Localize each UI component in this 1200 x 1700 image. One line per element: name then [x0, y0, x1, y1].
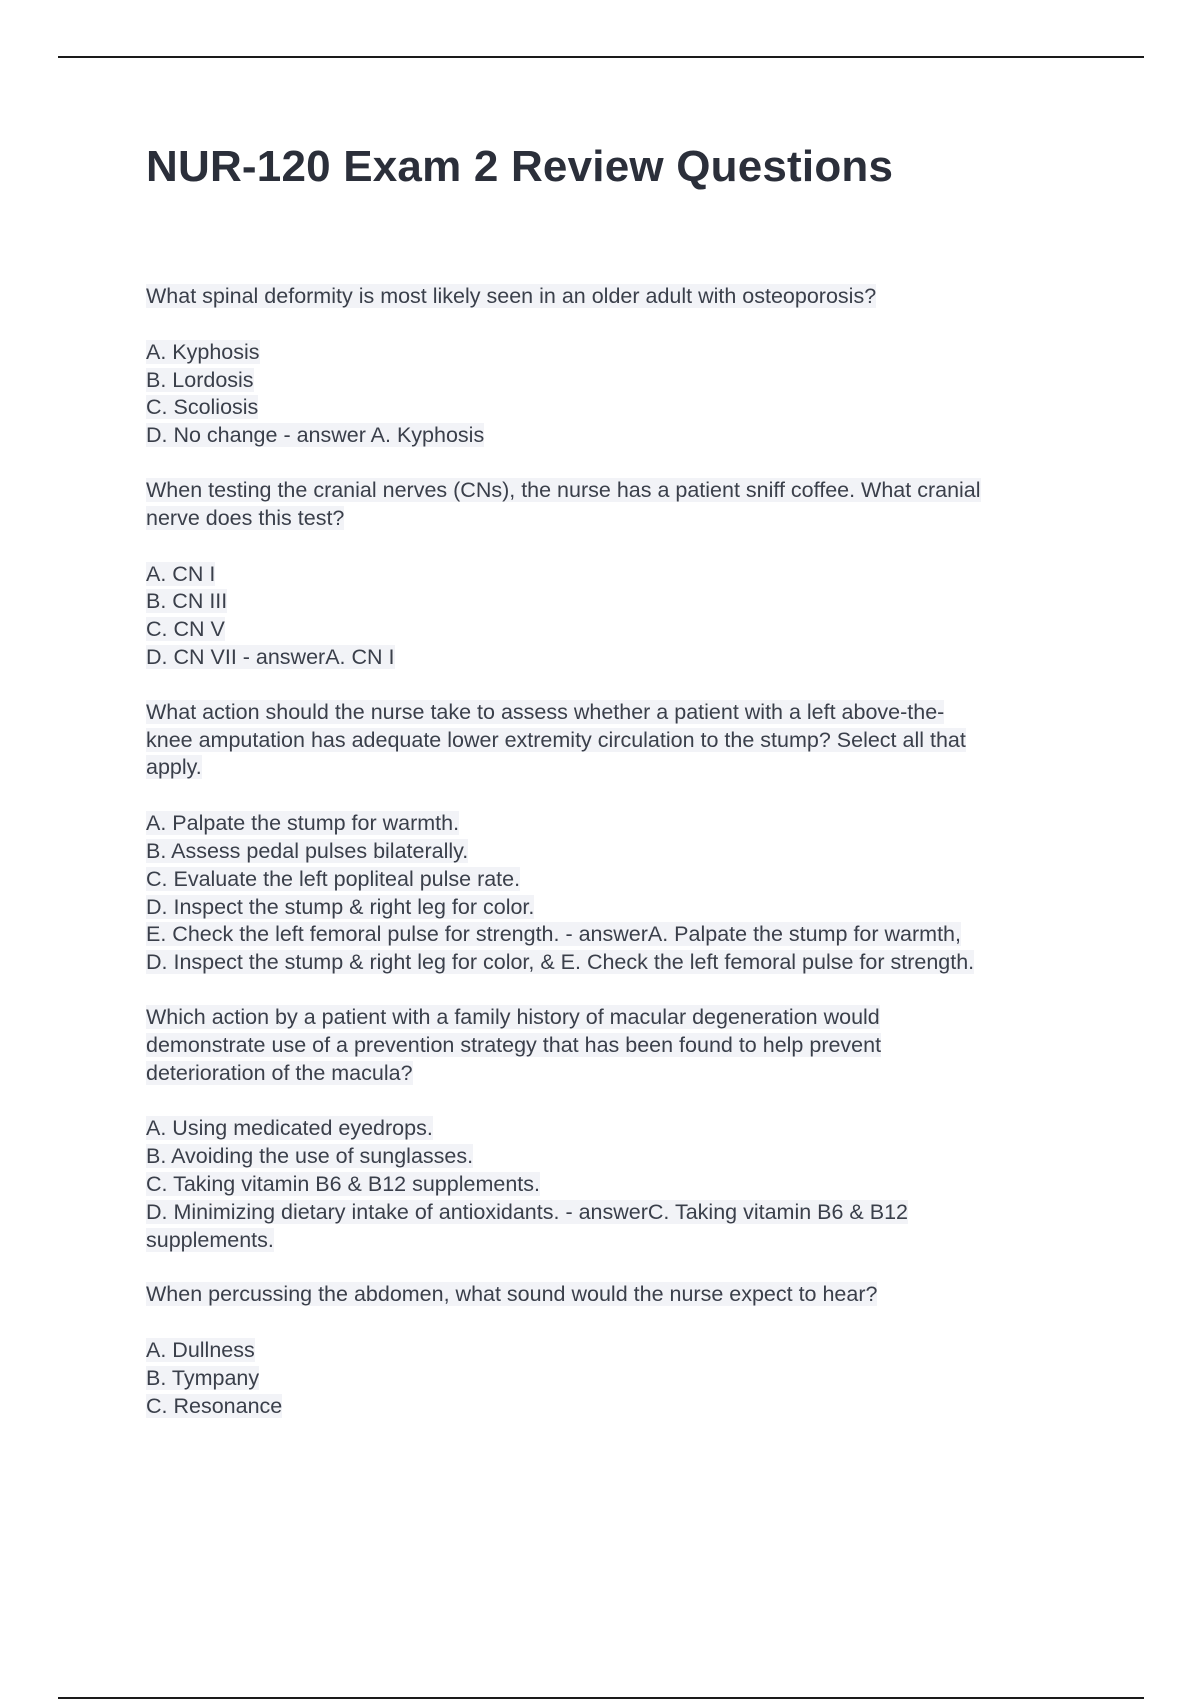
question-line: apply. — [146, 755, 202, 780]
question-list — [146, 283, 1096, 1448]
question-line: What spinal deformity is most likely seen in an older adult with osteoporosis? — [146, 284, 877, 308]
question-block — [146, 477, 1096, 672]
question-text — [146, 699, 1096, 782]
question-block — [146, 1281, 1096, 1420]
question-text — [146, 477, 1096, 533]
option-line: B. Tympany — [146, 1365, 260, 1390]
option-list — [146, 810, 1096, 977]
question-line: When percussing the abdomen, what sound would the nurse expect to hear? — [146, 1282, 878, 1307]
option-line: B. Avoiding the use of sunglasses. — [146, 1144, 474, 1169]
option-line: supplements. — [146, 1227, 274, 1252]
option-list — [146, 339, 1096, 450]
question-line: nerve does this test? — [146, 505, 345, 530]
option-line: B. Lordosis — [146, 367, 254, 392]
question-line: knee amputation has adequate lower extremity circulation to the stump? Select all that — [146, 727, 966, 752]
question-line: What action should the nurse take to assess whether a patient with a left above-the- — [146, 699, 945, 724]
question-block — [146, 699, 1096, 977]
question-line: Which action by a patient with a family history of macular degeneration would — [146, 1004, 880, 1029]
option-line: A. CN I — [146, 561, 216, 586]
option-line: D. No change - answer A. Kyphosis — [146, 423, 485, 448]
option-line: D. Inspect the stump & right leg for color, & E. Check the left femoral pulse for strength. — [146, 950, 975, 975]
question-line: deterioration of the macula? — [146, 1060, 413, 1085]
option-line: D. Inspect the stump & right leg for color. — [146, 894, 535, 919]
page-title: NUR-120 Exam 2 Review Questions — [146, 142, 894, 191]
option-line: C. CN V — [146, 617, 225, 642]
option-line: B. Assess pedal pulses bilaterally. — [146, 838, 469, 863]
question-line: demonstrate use of a prevention strategy that has been found to help prevent — [146, 1032, 882, 1057]
question-text — [146, 1004, 1096, 1087]
question-line: When testing the cranial nerves (CNs), the nurse has a patient sniff coffee. What cranial — [146, 477, 981, 502]
option-line: A. Kyphosis — [146, 339, 260, 364]
option-line: D. Minimizing dietary intake of antioxidants. - answerC. Taking vitamin B6 & B12 — [146, 1199, 909, 1224]
option-line: C. Taking vitamin B6 & B12 supplements. — [146, 1171, 540, 1196]
option-line: A. Using medicated eyedrops. — [146, 1116, 433, 1141]
option-line: C. Scoliosis — [146, 395, 259, 420]
option-line: A. Dullness — [146, 1338, 255, 1363]
option-line: C. Resonance — [146, 1393, 283, 1418]
bottom-rule — [58, 1697, 1144, 1699]
option-line: A. Palpate the stump for warmth. — [146, 811, 460, 836]
option-list — [146, 1337, 1096, 1420]
question-block — [146, 1004, 1096, 1254]
option-line: C. Evaluate the left popliteal pulse rate. — [146, 866, 521, 891]
option-line: E. Check the left femoral pulse for strength. - answerA. Palpate the stump for warmth, — [146, 922, 961, 947]
question-block — [146, 283, 1096, 450]
question-text — [146, 1281, 1096, 1309]
top-rule — [58, 56, 1144, 58]
option-list — [146, 561, 1096, 672]
option-line: D. CN VII - answerA. CN I — [146, 644, 395, 669]
option-line: B. CN III — [146, 589, 228, 614]
question-text — [146, 283, 1096, 311]
option-list — [146, 1115, 1096, 1254]
